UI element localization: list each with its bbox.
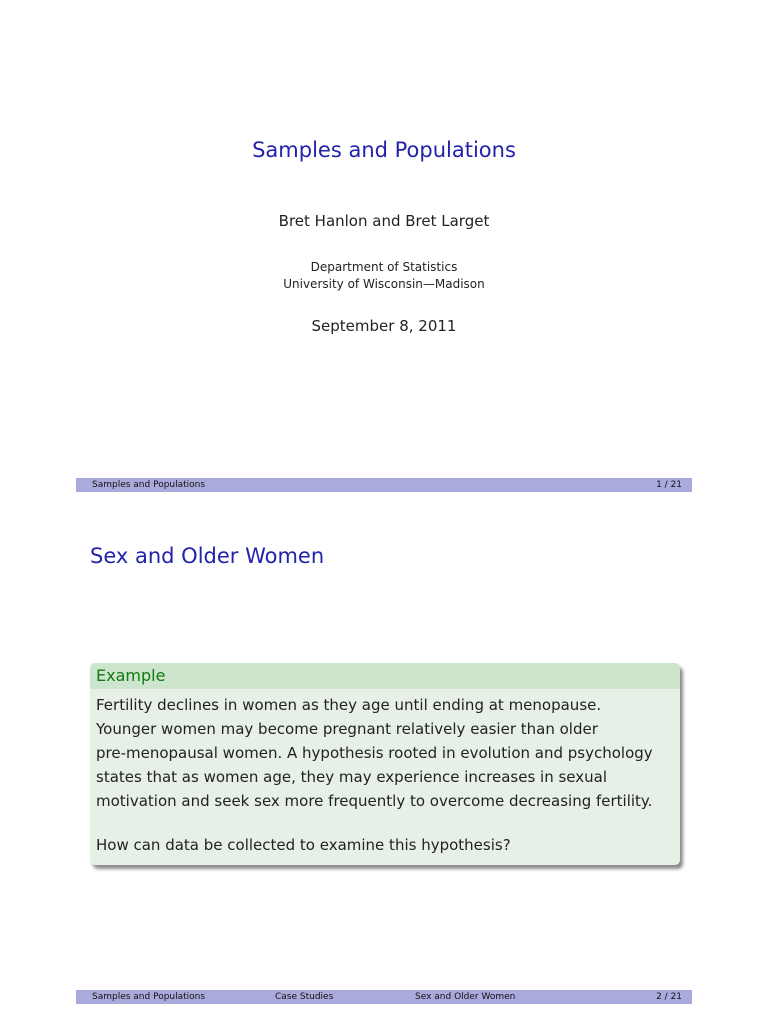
presentation-title: Samples and Populations bbox=[252, 138, 516, 162]
paragraph-line: motivation and seek sex more frequently to overcome decreasing fertility. bbox=[96, 792, 653, 810]
university: University of Wisconsin—Madison bbox=[283, 277, 485, 291]
footer-page-number: 2 / 21 bbox=[656, 992, 682, 1002]
footer-subsection: Sex and Older Women bbox=[415, 992, 516, 1002]
example-paragraph bbox=[96, 693, 674, 813]
presentation-date: September 8, 2011 bbox=[311, 317, 457, 335]
footer-title: Samples and Populations bbox=[92, 992, 206, 1002]
content-slide bbox=[76, 512, 692, 1006]
frame-title: Sex and Older Women bbox=[90, 544, 325, 568]
paragraph-line: states that as women age, they may experience increases in sexual bbox=[96, 768, 608, 786]
footer-page-number: 1 / 21 bbox=[656, 480, 682, 490]
authors: Bret Hanlon and Bret Larget bbox=[278, 212, 490, 230]
example-block bbox=[90, 663, 680, 865]
slide-footer bbox=[76, 478, 692, 492]
institution bbox=[76, 259, 692, 293]
paragraph-line: Fertility declines in women as they age until ending at menopause. bbox=[96, 696, 602, 714]
example-question: How can data be collected to examine this hypothesis? bbox=[96, 836, 511, 854]
title-slide bbox=[76, 0, 692, 494]
footer-title: Samples and Populations bbox=[92, 480, 206, 490]
department: Department of Statistics bbox=[310, 260, 458, 274]
paragraph-line: pre-menopausal women. A hypothesis rooted in evolution and psychology bbox=[96, 744, 653, 762]
slide-footer bbox=[76, 990, 692, 1004]
example-block-title: Example bbox=[90, 663, 680, 689]
example-block-body bbox=[90, 689, 680, 865]
paragraph-line: Younger women may become pregnant relatively easier than older bbox=[96, 720, 598, 738]
footer-section: Case Studies bbox=[275, 992, 334, 1002]
